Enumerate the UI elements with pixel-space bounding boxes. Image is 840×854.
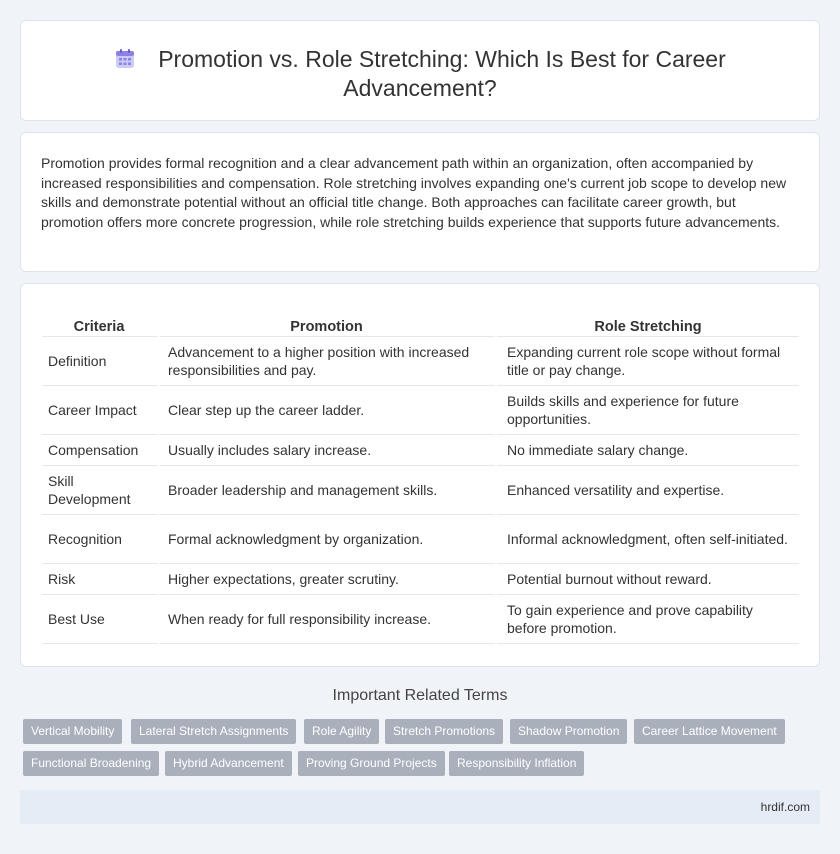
- intro-paragraph: Promotion provides formal recognition and a clear advancement path within an organization, often accompanied by increased responsibilities and compensation. Role stretching involves expanding one's current job scope to develop new skills and demonstrate potential without an official title change. Both approaches can facilitate career growth, but promotion offers more concrete progression, while role stretching builds experience that supports future advancements.: [41, 155, 787, 231]
- row-promotion: Broader leadership and management skills.: [160, 466, 497, 515]
- related-term-tag[interactable]: Responsibility Inflation: [449, 751, 584, 776]
- footer-site-link[interactable]: hrdif.com: [760, 800, 810, 814]
- row-promotion: Advancement to a higher position with increased responsibilities and pay.: [160, 337, 497, 386]
- row-promotion: Higher expectations, greater scrutiny.: [160, 564, 497, 595]
- table-row: [42, 435, 799, 466]
- row-role-stretching: Informal acknowledgment, often self-initiated.: [497, 515, 799, 564]
- calendar-icon: [114, 48, 136, 70]
- row-promotion: Usually includes salary increase.: [160, 435, 497, 466]
- related-term-tag[interactable]: Proving Ground Projects: [298, 751, 445, 776]
- related-term-tag[interactable]: Shadow Promotion: [510, 719, 627, 744]
- table-header-row: [42, 315, 799, 337]
- related-terms-heading: Important Related Terms: [332, 687, 508, 704]
- row-promotion: Clear step up the career ladder.: [160, 386, 497, 435]
- row-role-stretching: No immediate salary change.: [497, 435, 799, 466]
- table-row: [42, 595, 799, 644]
- related-term-tag[interactable]: Functional Broadening: [23, 751, 159, 776]
- related-term-tag[interactable]: Career Lattice Movement: [634, 719, 785, 744]
- row-criteria: Best Use: [42, 595, 160, 644]
- header-role-stretching: Role Stretching: [497, 315, 799, 337]
- page-title: [21, 45, 819, 103]
- row-promotion: When ready for full responsibility increase.: [160, 595, 497, 644]
- row-role-stretching: Builds skills and experience for future opportunities.: [497, 386, 799, 435]
- intro-card: [20, 132, 820, 272]
- header-promotion: Promotion: [160, 315, 497, 337]
- related-term-tag[interactable]: Vertical Mobility: [23, 719, 122, 744]
- comparison-card: [20, 283, 820, 667]
- row-role-stretching: Expanding current role scope without formal title or pay change.: [497, 337, 799, 386]
- table-row: [42, 386, 799, 435]
- table-row: [42, 515, 799, 564]
- title-card: [20, 20, 820, 121]
- row-role-stretching: Potential burnout without reward.: [497, 564, 799, 595]
- row-role-stretching: Enhanced versatility and expertise.: [497, 466, 799, 515]
- comparison-table: [42, 315, 799, 644]
- table-row: [42, 337, 799, 386]
- footer: [20, 790, 820, 824]
- row-criteria: Risk: [42, 564, 160, 595]
- row-role-stretching: To gain experience and prove capability before promotion.: [497, 595, 799, 644]
- related-term-tag[interactable]: Stretch Promotions: [385, 719, 503, 744]
- related-term-tag[interactable]: Role Agility: [304, 719, 379, 744]
- row-criteria: Career Impact: [42, 386, 160, 435]
- table-row: [42, 564, 799, 595]
- page-title-text: Promotion vs. Role Stretching: Which Is Best for Career Advancement?: [158, 46, 726, 101]
- row-criteria: Compensation: [42, 435, 160, 466]
- related-term-tag[interactable]: Hybrid Advancement: [165, 751, 292, 776]
- row-promotion: Formal acknowledgment by organization.: [160, 515, 497, 564]
- row-criteria: Skill Development: [42, 466, 160, 515]
- header-criteria: Criteria: [42, 315, 160, 337]
- row-criteria: Recognition: [42, 515, 160, 564]
- row-criteria: Definition: [42, 337, 160, 386]
- related-term-tag[interactable]: Lateral Stretch Assignments: [131, 719, 296, 744]
- table-row: [42, 466, 799, 515]
